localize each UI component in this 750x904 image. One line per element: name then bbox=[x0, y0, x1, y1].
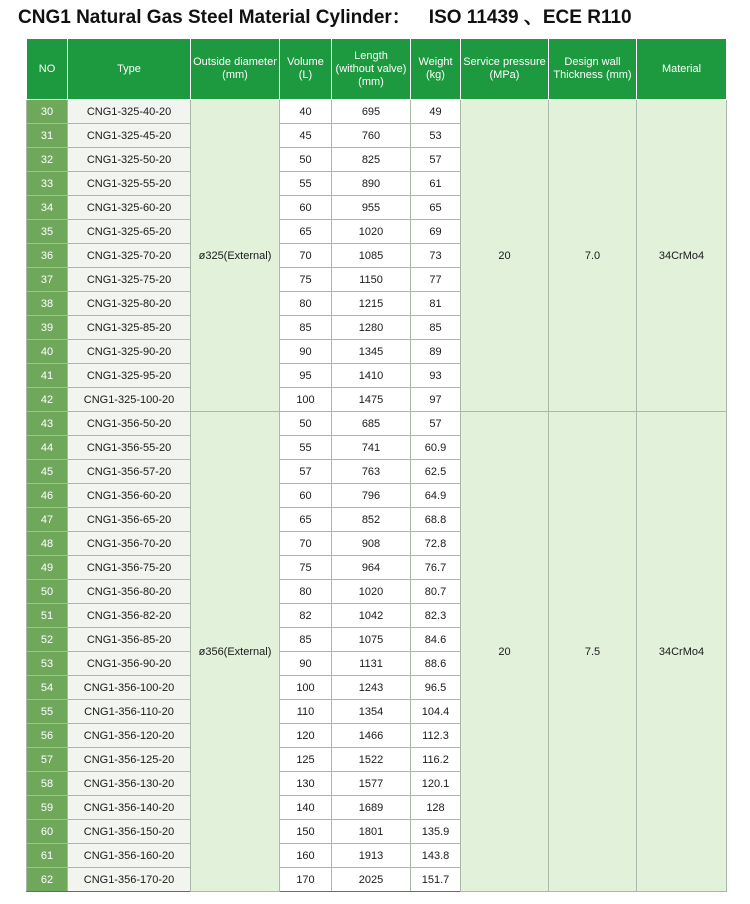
cell-weight: 80.7 bbox=[411, 580, 461, 604]
cell-weight: 85 bbox=[411, 316, 461, 340]
cell-type: CNG1-356-140-20 bbox=[68, 796, 191, 820]
header-service-pressure: Service pressure (MPa) bbox=[461, 39, 549, 100]
cell-volume: 80 bbox=[280, 292, 332, 316]
cell-length: 1345 bbox=[332, 340, 411, 364]
cell-volume: 80 bbox=[280, 580, 332, 604]
cell-no: 45 bbox=[27, 460, 68, 484]
table-body bbox=[27, 100, 727, 892]
cell-type: CNG1-325-60-20 bbox=[68, 196, 191, 220]
cell-weight: 112.3 bbox=[411, 724, 461, 748]
cell-no: 59 bbox=[27, 796, 68, 820]
cell-weight: 120.1 bbox=[411, 772, 461, 796]
cell-no: 42 bbox=[27, 388, 68, 412]
cell-type: CNG1-356-90-20 bbox=[68, 652, 191, 676]
cell-weight: 116.2 bbox=[411, 748, 461, 772]
cell-type: CNG1-356-130-20 bbox=[68, 772, 191, 796]
cell-volume: 70 bbox=[280, 532, 332, 556]
cell-material: 34CrMo4 bbox=[637, 100, 727, 412]
cell-type: CNG1-356-120-20 bbox=[68, 724, 191, 748]
cell-length: 852 bbox=[332, 508, 411, 532]
cell-type: CNG1-356-125-20 bbox=[68, 748, 191, 772]
title-main: CNG1 Natural Gas Steel Material Cylinder： bbox=[18, 7, 411, 28]
cell-weight: 97 bbox=[411, 388, 461, 412]
cell-type: CNG1-325-50-20 bbox=[68, 148, 191, 172]
cell-type: CNG1-325-85-20 bbox=[68, 316, 191, 340]
cell-no: 30 bbox=[27, 100, 68, 124]
cell-type: CNG1-356-100-20 bbox=[68, 676, 191, 700]
header-no: NO bbox=[27, 39, 68, 100]
cell-type: CNG1-356-65-20 bbox=[68, 508, 191, 532]
cell-volume: 170 bbox=[280, 868, 332, 892]
cell-service-pressure: 20 bbox=[461, 412, 549, 892]
cell-length: 1020 bbox=[332, 580, 411, 604]
cell-no: 50 bbox=[27, 580, 68, 604]
cell-volume: 75 bbox=[280, 268, 332, 292]
cell-type: CNG1-325-70-20 bbox=[68, 244, 191, 268]
cell-no: 44 bbox=[27, 436, 68, 460]
cell-weight: 76.7 bbox=[411, 556, 461, 580]
cell-volume: 150 bbox=[280, 820, 332, 844]
cell-length: 1085 bbox=[332, 244, 411, 268]
cell-no: 62 bbox=[27, 868, 68, 892]
cell-type: CNG1-356-160-20 bbox=[68, 844, 191, 868]
cell-wall-thickness: 7.5 bbox=[549, 412, 637, 892]
cell-no: 52 bbox=[27, 628, 68, 652]
cell-no: 41 bbox=[27, 364, 68, 388]
cell-weight: 135.9 bbox=[411, 820, 461, 844]
cell-weight: 69 bbox=[411, 220, 461, 244]
header-material: Material bbox=[637, 39, 727, 100]
cell-volume: 60 bbox=[280, 484, 332, 508]
cell-weight: 53 bbox=[411, 124, 461, 148]
cell-type: CNG1-356-110-20 bbox=[68, 700, 191, 724]
cell-outside-diameter: ø325(External) bbox=[191, 100, 280, 412]
cell-length: 685 bbox=[332, 412, 411, 436]
cell-weight: 151.7 bbox=[411, 868, 461, 892]
cell-length: 1577 bbox=[332, 772, 411, 796]
cell-no: 33 bbox=[27, 172, 68, 196]
cell-length: 890 bbox=[332, 172, 411, 196]
cell-length: 1243 bbox=[332, 676, 411, 700]
header-outside-diameter: Outside diameter (mm) bbox=[191, 39, 280, 100]
cell-weight: 57 bbox=[411, 148, 461, 172]
cell-no: 46 bbox=[27, 484, 68, 508]
cell-length: 1075 bbox=[332, 628, 411, 652]
title-standards: ISO 11439 、ECE R110 bbox=[428, 7, 632, 28]
cell-type: CNG1-325-40-20 bbox=[68, 100, 191, 124]
cell-type: CNG1-325-90-20 bbox=[68, 340, 191, 364]
cell-volume: 130 bbox=[280, 772, 332, 796]
cell-type: CNG1-325-65-20 bbox=[68, 220, 191, 244]
header-volume: Volume (L) bbox=[280, 39, 332, 100]
cell-type: CNG1-356-85-20 bbox=[68, 628, 191, 652]
cell-weight: 61 bbox=[411, 172, 461, 196]
cylinder-spec-table bbox=[26, 38, 727, 892]
cell-length: 1020 bbox=[332, 220, 411, 244]
cell-volume: 85 bbox=[280, 628, 332, 652]
cell-no: 49 bbox=[27, 556, 68, 580]
cell-wall-thickness: 7.0 bbox=[549, 100, 637, 412]
cell-type: CNG1-356-80-20 bbox=[68, 580, 191, 604]
cell-volume: 55 bbox=[280, 436, 332, 460]
cell-no: 34 bbox=[27, 196, 68, 220]
cell-length: 1522 bbox=[332, 748, 411, 772]
cell-weight: 128 bbox=[411, 796, 461, 820]
cell-volume: 90 bbox=[280, 652, 332, 676]
cell-weight: 96.5 bbox=[411, 676, 461, 700]
cell-weight: 84.6 bbox=[411, 628, 461, 652]
header-weight: Weight (kg) bbox=[411, 39, 461, 100]
cell-weight: 89 bbox=[411, 340, 461, 364]
cell-volume: 120 bbox=[280, 724, 332, 748]
cell-outside-diameter: ø356(External) bbox=[191, 412, 280, 892]
cell-no: 43 bbox=[27, 412, 68, 436]
cell-length: 1131 bbox=[332, 652, 411, 676]
cell-volume: 100 bbox=[280, 388, 332, 412]
cell-volume: 40 bbox=[280, 100, 332, 124]
cell-weight: 77 bbox=[411, 268, 461, 292]
cell-no: 31 bbox=[27, 124, 68, 148]
cell-length: 1042 bbox=[332, 604, 411, 628]
cell-volume: 140 bbox=[280, 796, 332, 820]
cell-service-pressure: 20 bbox=[461, 100, 549, 412]
cell-no: 47 bbox=[27, 508, 68, 532]
cell-material: 34CrMo4 bbox=[637, 412, 727, 892]
cell-no: 60 bbox=[27, 820, 68, 844]
header-type: Type bbox=[68, 39, 191, 100]
cell-length: 796 bbox=[332, 484, 411, 508]
cell-type: CNG1-325-95-20 bbox=[68, 364, 191, 388]
cell-volume: 60 bbox=[280, 196, 332, 220]
page-title bbox=[18, 4, 738, 32]
cell-length: 1913 bbox=[332, 844, 411, 868]
cell-length: 1466 bbox=[332, 724, 411, 748]
cell-volume: 50 bbox=[280, 412, 332, 436]
cell-volume: 75 bbox=[280, 556, 332, 580]
cell-volume: 95 bbox=[280, 364, 332, 388]
cell-length: 825 bbox=[332, 148, 411, 172]
cell-length: 1354 bbox=[332, 700, 411, 724]
cell-weight: 93 bbox=[411, 364, 461, 388]
cell-no: 32 bbox=[27, 148, 68, 172]
cell-weight: 49 bbox=[411, 100, 461, 124]
cell-no: 54 bbox=[27, 676, 68, 700]
cell-volume: 160 bbox=[280, 844, 332, 868]
table-header-row bbox=[27, 39, 727, 100]
cell-no: 58 bbox=[27, 772, 68, 796]
cell-length: 1410 bbox=[332, 364, 411, 388]
cell-type: CNG1-356-55-20 bbox=[68, 436, 191, 460]
cell-no: 57 bbox=[27, 748, 68, 772]
cell-weight: 64.9 bbox=[411, 484, 461, 508]
cell-length: 2025 bbox=[332, 868, 411, 892]
cell-no: 48 bbox=[27, 532, 68, 556]
cell-volume: 82 bbox=[280, 604, 332, 628]
cell-length: 741 bbox=[332, 436, 411, 460]
cell-type: CNG1-325-75-20 bbox=[68, 268, 191, 292]
cell-weight: 143.8 bbox=[411, 844, 461, 868]
cell-volume: 57 bbox=[280, 460, 332, 484]
cell-length: 695 bbox=[332, 100, 411, 124]
cell-type: CNG1-356-70-20 bbox=[68, 532, 191, 556]
cell-no: 40 bbox=[27, 340, 68, 364]
cell-length: 1215 bbox=[332, 292, 411, 316]
cell-length: 964 bbox=[332, 556, 411, 580]
cell-weight: 82.3 bbox=[411, 604, 461, 628]
cell-length: 1150 bbox=[332, 268, 411, 292]
cell-weight: 73 bbox=[411, 244, 461, 268]
cell-no: 38 bbox=[27, 292, 68, 316]
cell-no: 56 bbox=[27, 724, 68, 748]
cell-no: 39 bbox=[27, 316, 68, 340]
cell-volume: 100 bbox=[280, 676, 332, 700]
cell-weight: 72.8 bbox=[411, 532, 461, 556]
cell-no: 55 bbox=[27, 700, 68, 724]
cell-weight: 60.9 bbox=[411, 436, 461, 460]
cell-weight: 81 bbox=[411, 292, 461, 316]
cell-no: 51 bbox=[27, 604, 68, 628]
cell-volume: 65 bbox=[280, 220, 332, 244]
cell-type: CNG1-325-45-20 bbox=[68, 124, 191, 148]
cell-volume: 90 bbox=[280, 340, 332, 364]
cell-type: CNG1-325-80-20 bbox=[68, 292, 191, 316]
cell-length: 955 bbox=[332, 196, 411, 220]
cell-length: 1689 bbox=[332, 796, 411, 820]
header-length: Length (without valve) (mm) bbox=[332, 39, 411, 100]
cell-volume: 110 bbox=[280, 700, 332, 724]
cell-length: 760 bbox=[332, 124, 411, 148]
cell-type: CNG1-356-150-20 bbox=[68, 820, 191, 844]
cell-length: 1801 bbox=[332, 820, 411, 844]
cell-weight: 104.4 bbox=[411, 700, 461, 724]
cell-length: 908 bbox=[332, 532, 411, 556]
cell-volume: 85 bbox=[280, 316, 332, 340]
table-row bbox=[27, 100, 727, 124]
cell-type: CNG1-356-50-20 bbox=[68, 412, 191, 436]
cell-length: 763 bbox=[332, 460, 411, 484]
cell-no: 36 bbox=[27, 244, 68, 268]
cell-volume: 65 bbox=[280, 508, 332, 532]
cell-length: 1475 bbox=[332, 388, 411, 412]
cell-weight: 57 bbox=[411, 412, 461, 436]
cell-length: 1280 bbox=[332, 316, 411, 340]
cell-type: CNG1-356-75-20 bbox=[68, 556, 191, 580]
header-wall-thickness: Design wall Thickness (mm) bbox=[549, 39, 637, 100]
cell-volume: 50 bbox=[280, 148, 332, 172]
cell-weight: 68.8 bbox=[411, 508, 461, 532]
cell-type: CNG1-356-82-20 bbox=[68, 604, 191, 628]
cell-no: 35 bbox=[27, 220, 68, 244]
cell-volume: 45 bbox=[280, 124, 332, 148]
cell-type: CNG1-356-57-20 bbox=[68, 460, 191, 484]
cell-type: CNG1-356-60-20 bbox=[68, 484, 191, 508]
cell-weight: 65 bbox=[411, 196, 461, 220]
cell-weight: 62.5 bbox=[411, 460, 461, 484]
cell-weight: 88.6 bbox=[411, 652, 461, 676]
cell-type: CNG1-356-170-20 bbox=[68, 868, 191, 892]
cell-type: CNG1-325-55-20 bbox=[68, 172, 191, 196]
table-row bbox=[27, 412, 727, 436]
cell-volume: 70 bbox=[280, 244, 332, 268]
cell-no: 61 bbox=[27, 844, 68, 868]
cell-volume: 125 bbox=[280, 748, 332, 772]
cell-type: CNG1-325-100-20 bbox=[68, 388, 191, 412]
cell-no: 53 bbox=[27, 652, 68, 676]
cell-no: 37 bbox=[27, 268, 68, 292]
cell-volume: 55 bbox=[280, 172, 332, 196]
